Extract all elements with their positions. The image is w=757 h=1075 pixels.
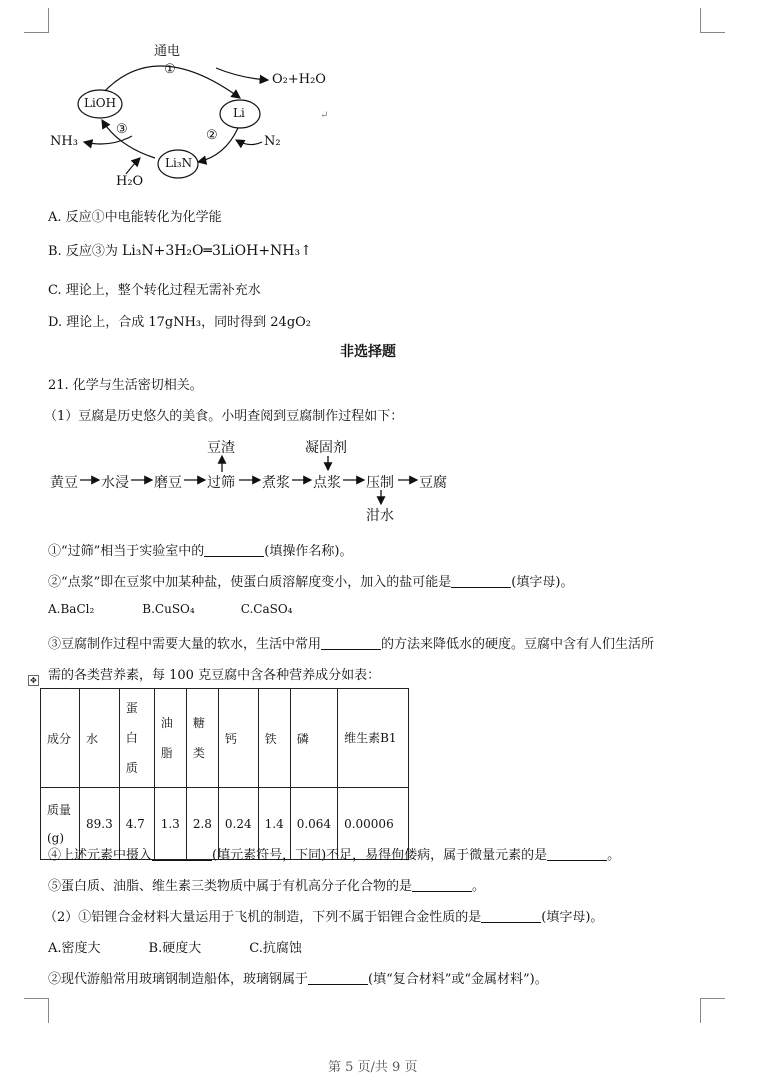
option-a: A. 反应①中电能转化为化学能: [48, 210, 222, 225]
table-cell: 2.8: [186, 788, 218, 860]
flow-step-huangdou: 黄豆: [50, 475, 78, 491]
option-b-equation: Li₃N+3H₂O═3LiOH+NH₃↑: [121, 243, 312, 259]
label-h2o: H₂O: [116, 174, 144, 189]
table-cell: 0.064: [290, 788, 337, 860]
node-li: Li: [233, 106, 245, 120]
table-header-cell: 蛋白质: [119, 689, 154, 788]
table-cell: 1.3: [154, 788, 186, 860]
corner-mark-bl: [24, 998, 49, 1023]
answer-blank[interactable]: [321, 637, 381, 650]
q21-part2-item2: ②现代游船常用玻璃钢制造船体，玻璃钢属于 (填“复合材料”或“金属材料”)。: [48, 972, 548, 987]
q21-part1: （1）豆腐是历史悠久的美食。小明查阅到豆腐制作过程如下：: [44, 409, 404, 424]
label-nh3: NH₃: [50, 134, 78, 149]
q21-1-item2: ②“点浆”即在豆浆中加某种盐，使蛋白质溶解度变小，加入的盐可能是 (填字母)。: [48, 575, 574, 590]
node-li3n: Li₃N: [165, 156, 193, 170]
table-header-cell: 维生素B1: [338, 689, 409, 788]
table-header-cell: 水: [80, 689, 120, 788]
q21-1-item3-cont: 需的各类营养素，每 100 克豆腐中含各种营养成分如表：: [48, 668, 381, 683]
answer-blank[interactable]: [308, 972, 368, 985]
q21-1-item2-options: A.BaCl₂ B.CuSO₄ C.CaSO₄: [48, 602, 293, 616]
table-header-cell: 磷: [290, 689, 337, 788]
label-step1: ①: [164, 62, 176, 77]
option-b-prefix: B. 反应③为: [48, 244, 122, 259]
table-cell: 4.7: [119, 788, 154, 860]
flow-step-zhujiang: 煮浆: [262, 475, 290, 491]
q21-stem: 21. 化学与生活密切相关。: [48, 378, 203, 393]
flow-arrows: [0, 0, 470, 530]
table-cell: 0.24: [218, 788, 258, 860]
label-n2: N₂: [264, 134, 281, 149]
answer-blank[interactable]: [204, 544, 264, 557]
flow-step-yazhi: 压制: [366, 475, 394, 491]
corner-mark-tr: [700, 8, 725, 33]
option-d: D. 理论上，合成 17gNH₃，同时得到 24gO₂: [48, 315, 312, 330]
answer-blank[interactable]: [152, 848, 212, 861]
flow-step-modou: 磨豆: [154, 475, 182, 491]
table-cell: 1.4: [258, 788, 290, 860]
q21-1-item3: ③豆腐制作过程中需要大量的软水，生活中常用 的方法来降低水的硬度。豆腐中含有人们生活所: [48, 637, 655, 652]
answer-blank[interactable]: [481, 910, 541, 923]
answer-blank[interactable]: [547, 848, 607, 861]
flow-input-ningguji: 凝固剂: [305, 440, 347, 456]
q21-1-item5: ⑤蛋白质、油脂、维生素三类物质中属于有机高分子化合物的是 。: [48, 879, 486, 894]
label-step3: ③: [116, 122, 128, 137]
flow-byproduct-douzha: 豆渣: [207, 440, 235, 456]
flow-output-ganshui: 泔水: [366, 508, 394, 524]
answer-blank[interactable]: [451, 575, 511, 588]
q21-1-item1: ①“过筛”相当于实验室中的 (填操作名称)。: [48, 544, 353, 559]
label-tongdian: 通电: [154, 44, 181, 59]
page-footer: 第 5 页/共 9 页: [328, 1060, 418, 1075]
table-row-label: 质量(g): [41, 788, 80, 860]
table-header-cell: 钙: [218, 689, 258, 788]
flow-step-guoshai: 过筛: [207, 475, 235, 491]
table-header-cell: 铁: [258, 689, 290, 788]
answer-blank[interactable]: [412, 879, 472, 892]
table-header-cell: 油脂: [154, 689, 186, 788]
flow-step-dianjiang: 点浆: [313, 475, 341, 491]
q21-1-item4: ④上述元素中摄入 (填元素符号，下同)不足，易得佝偻病，属于微量元素的是 。: [48, 848, 621, 863]
option-c: C. 理论上，整个转化过程无需补充水: [48, 283, 261, 298]
label-step2: ②: [206, 128, 218, 143]
table-row: [41, 689, 409, 788]
table-cell: 89.3: [80, 788, 120, 860]
label-o2-h2o: O₂+H₂O: [272, 72, 326, 87]
q21-part2-options: A.密度大 B.硬度大 C.抗腐蚀: [48, 941, 302, 956]
corner-mark-br: [700, 998, 725, 1023]
table-move-handle-icon[interactable]: ✥: [28, 675, 39, 686]
flow-step-shuijin: 水浸: [101, 475, 129, 491]
paragraph-mark: ↵: [320, 110, 329, 121]
table-header-cell: 糖类: [186, 689, 218, 788]
flow-step-doufu: 豆腐: [419, 475, 447, 491]
table-cell: 0.00006: [338, 788, 409, 860]
section-title: 非选择题: [340, 344, 396, 360]
node-lioh: LiOH: [84, 96, 117, 110]
nutrition-table: [40, 688, 409, 860]
q21-part2-item1: （2）①铝锂合金材料大量运用于飞机的制造，下列不属于铝锂合金性质的是 (填字母)。: [44, 910, 604, 925]
table-header-cell: 成分: [41, 689, 80, 788]
